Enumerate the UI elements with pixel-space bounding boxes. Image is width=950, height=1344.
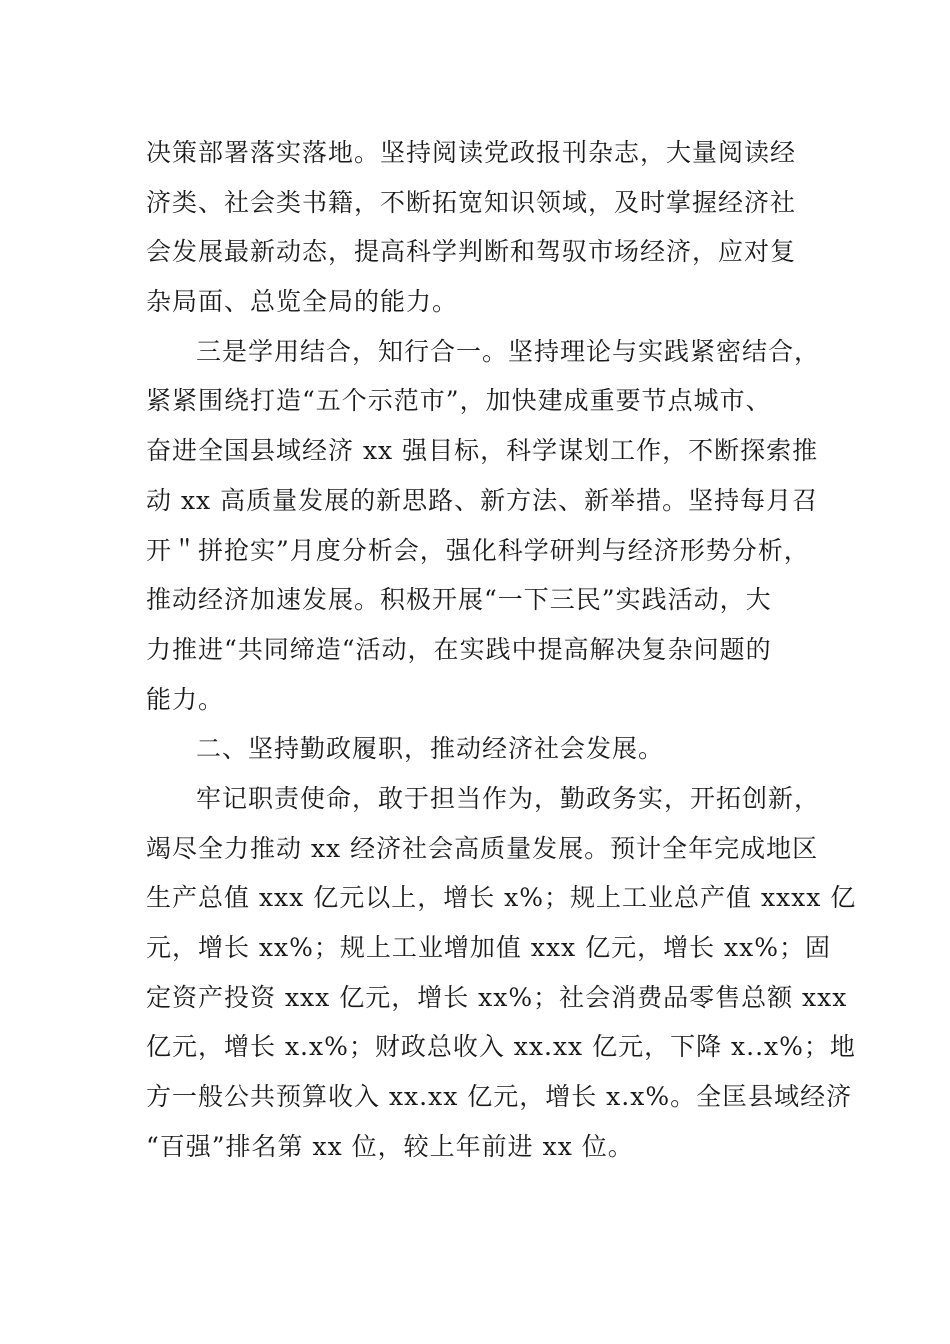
text-line: “百强”排名第 xx 位，较上年前进 xx 位。: [146, 1131, 634, 1161]
text-line: 杂局面、总览全局的能力。: [146, 287, 459, 317]
text-line: 元，增长 xx%；规上工业增加值 xxx 亿元，增长 xx%；固: [146, 933, 831, 962]
text-line: 会发展最新动态，提高科学判断和驾驭市场经济，应对复: [146, 237, 797, 267]
text-line: 推动经济加速发展。积极开展“一下三民”实践活动，大: [146, 585, 772, 615]
text-line: 开＂拼抢实”月度分析会，强化科学研判与经济形势分析，: [146, 535, 810, 565]
text-line: 决策部署落实落地。坚持阅读党政报刊杂志，大量阅读经: [146, 138, 797, 167]
text-line: 亿元，增长 x.x%；财政总收入 xx.xx 亿元，下降 x..x%；地: [146, 1032, 856, 1062]
text-line: 动 xx 高质量发展的新思路、新方法、新举措。坚持每月召: [146, 485, 819, 515]
text-line: 方一般公共预算收入 xx.xx 亿元，增长 x.x%。全匡县域经济: [146, 1082, 853, 1112]
text-line: 紧紧围绕打造“五个示范市”，加快建成重要节点城市、: [146, 386, 772, 416]
text-line: 竭尽全力推动 xx 经济社会高质量发展。预计全年完成地区: [146, 833, 819, 863]
text-line: 生产总值 xxx 亿元以上，增长 x%；规上工业总产值 xxxx 亿: [146, 883, 857, 913]
paragraph-first-line: 三是学用结合，知行合一。坚持理论与实践紧密结合，: [196, 336, 821, 366]
text-line: 力推进“共同缔造“活动，在实践中提高解决复杂问题的: [146, 634, 772, 664]
paragraph-first-line: 牢记职责使命，敢于担当作为，勤政务实，开拓创新，: [196, 783, 821, 813]
text-line: 定资产投资 xxx 亿元，增长 xx%；社会消费品零售总额 xxx: [146, 982, 848, 1012]
document-body: [146, 128, 857, 1171]
text-line: 能力。: [146, 684, 225, 714]
text-line: 奋进全国县域经济 xx 强目标，科学谋划工作，不断探索推: [146, 436, 819, 466]
text-line: 济类、社会类书籍，不断拓宽知识领域，及时掌握经济社: [146, 187, 797, 217]
section-heading: 二、坚持勤政履职，推动经济社会发展。: [196, 734, 665, 764]
